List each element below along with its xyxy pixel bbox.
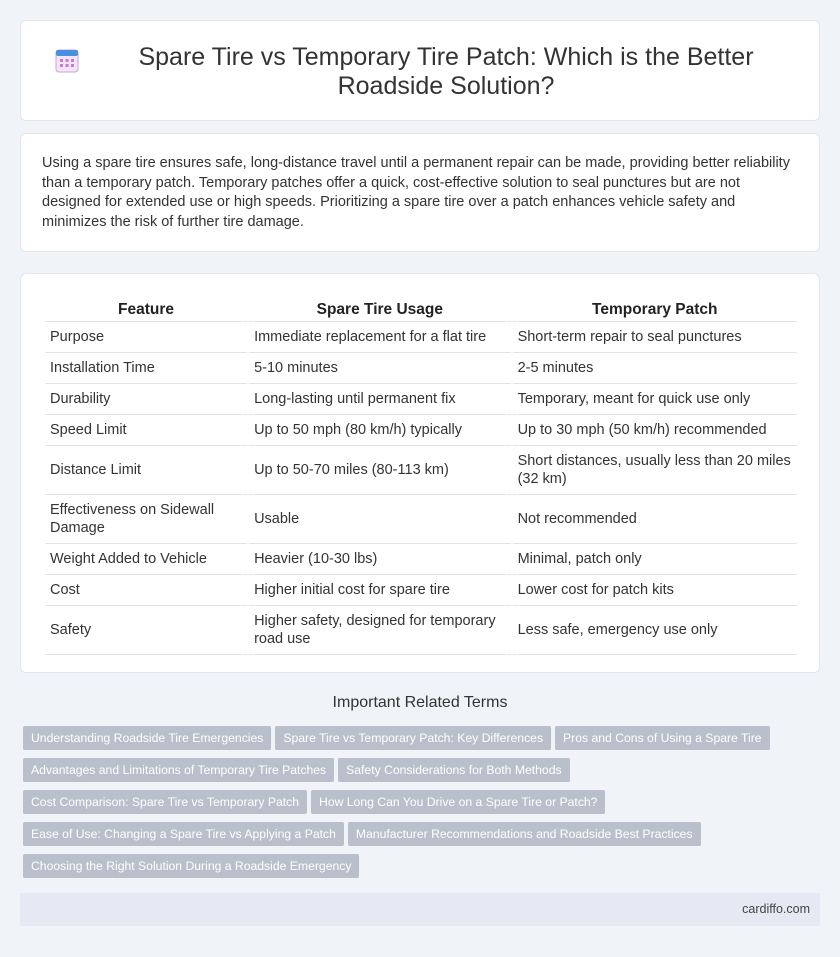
intro-card bbox=[20, 133, 820, 252]
cell-feature: Distance Limit bbox=[45, 446, 247, 495]
table-row bbox=[45, 415, 797, 446]
cell-spare: Heavier (10-30 lbs) bbox=[249, 544, 511, 575]
related-term-tag[interactable]: Manufacturer Recommendations and Roadside Best Practices bbox=[348, 822, 701, 846]
cell-patch: Minimal, patch only bbox=[513, 544, 797, 575]
footer bbox=[20, 893, 820, 926]
related-term-tag[interactable]: Understanding Roadside Tire Emergencies bbox=[23, 726, 271, 750]
cell-spare: Higher initial cost for spare tire bbox=[249, 575, 511, 606]
cell-feature: Cost bbox=[45, 575, 247, 606]
table-row bbox=[45, 606, 797, 655]
cell-patch: 2-5 minutes bbox=[513, 353, 797, 384]
page-title: Spare Tire vs Temporary Tire Patch: Which is the Better Roadside Solution? bbox=[138, 43, 754, 100]
cell-spare: Long-lasting until permanent fix bbox=[249, 384, 511, 415]
cell-feature: Weight Added to Vehicle bbox=[45, 544, 247, 575]
related-term-tag[interactable]: Ease of Use: Changing a Spare Tire vs Applying a Patch bbox=[23, 822, 344, 846]
cell-spare: Up to 50 mph (80 km/h) typically bbox=[249, 415, 511, 446]
related-term-tag[interactable]: Choosing the Right Solution During a Roadside Emergency bbox=[23, 854, 359, 878]
header-temporary-patch: Temporary Patch bbox=[513, 296, 797, 322]
cell-spare: Higher safety, designed for temporary road use bbox=[249, 606, 511, 655]
cell-patch: Temporary, meant for quick use only bbox=[513, 384, 797, 415]
cell-feature: Purpose bbox=[45, 322, 247, 353]
table-row bbox=[45, 544, 797, 575]
intro-paragraph: Using a spare tire ensures safe, long-distance travel until a permanent repair can be made, providing better reliability than a temporary patch. Temporary patches offer a quick, cost-effective solution to seal punctures but are not designed for extended use or high speeds. Prioritizing a spare tire over a patch enhances vehicle safety and minimizes the risk of further tire damage. bbox=[42, 155, 790, 230]
related-term-tag[interactable]: Pros and Cons of Using a Spare Tire bbox=[555, 726, 770, 750]
related-term-tag[interactable]: Spare Tire vs Temporary Patch: Key Differences bbox=[275, 726, 551, 750]
cell-feature: Installation Time bbox=[45, 353, 247, 384]
related-terms-heading: Important Related Terms bbox=[332, 694, 508, 711]
cell-patch: Not recommended bbox=[513, 495, 797, 544]
related-terms-list bbox=[23, 726, 823, 886]
header-spare-tire: Spare Tire Usage bbox=[249, 296, 511, 322]
table-header-row bbox=[45, 296, 797, 322]
related-term-tag[interactable]: How Long Can You Drive on a Spare Tire or Patch? bbox=[311, 790, 605, 814]
table-row bbox=[45, 322, 797, 353]
cell-spare: Usable bbox=[249, 495, 511, 544]
cell-patch: Lower cost for patch kits bbox=[513, 575, 797, 606]
cell-feature: Effectiveness on Sidewall Damage bbox=[45, 495, 247, 544]
table-row bbox=[45, 384, 797, 415]
related-term-tag[interactable]: Safety Considerations for Both Methods bbox=[338, 758, 569, 782]
cell-feature: Speed Limit bbox=[45, 415, 247, 446]
table-row bbox=[45, 495, 797, 544]
cell-feature: Durability bbox=[45, 384, 247, 415]
cell-patch: Up to 30 mph (50 km/h) recommended bbox=[513, 415, 797, 446]
table-row bbox=[45, 446, 797, 495]
title-card bbox=[20, 20, 820, 121]
comparison-table-card bbox=[20, 273, 820, 673]
cell-patch: Less safe, emergency use only bbox=[513, 606, 797, 655]
table-row bbox=[45, 353, 797, 384]
related-term-tag[interactable]: Cost Comparison: Spare Tire vs Temporary Patch bbox=[23, 790, 307, 814]
cell-feature: Safety bbox=[45, 606, 247, 655]
related-term-tag[interactable]: Advantages and Limitations of Temporary Tire Patches bbox=[23, 758, 334, 782]
table-row bbox=[45, 575, 797, 606]
cell-patch: Short distances, usually less than 20 miles (32 km) bbox=[513, 446, 797, 495]
cell-spare: Immediate replacement for a flat tire bbox=[249, 322, 511, 353]
header-feature: Feature bbox=[45, 296, 247, 322]
cell-patch: Short-term repair to seal punctures bbox=[513, 322, 797, 353]
cell-spare: 5-10 minutes bbox=[249, 353, 511, 384]
comparison-table bbox=[43, 296, 799, 655]
footer-site-link[interactable]: cardiffo.com bbox=[742, 902, 810, 916]
cell-spare: Up to 50-70 miles (80-113 km) bbox=[249, 446, 511, 495]
